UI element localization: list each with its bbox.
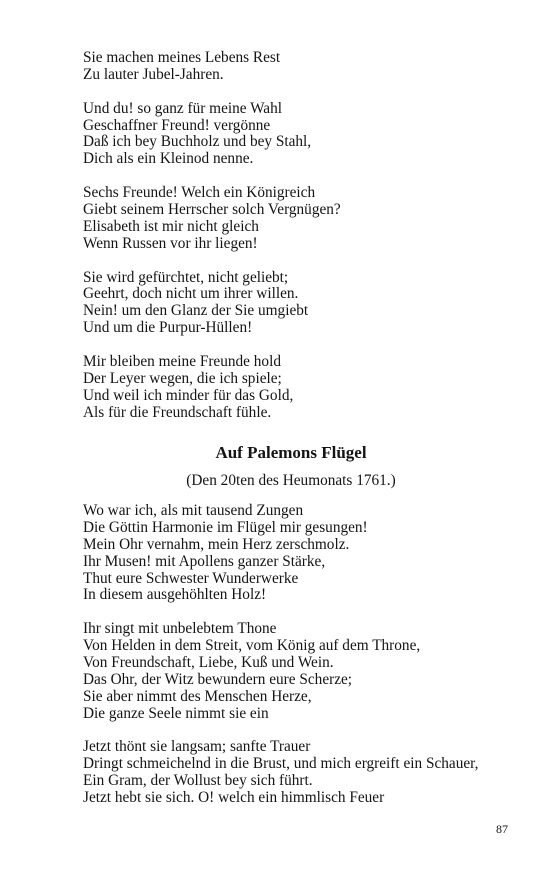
verse-line: Und du! so ganz für meine Wahl (83, 99, 282, 117)
stanza (83, 270, 499, 338)
stanza (83, 621, 499, 722)
verse-line: Von Freundschaft, Liebe, Kuß und Wein. (83, 654, 334, 672)
verse-line: Ihr singt mit unbelebtem Thone (83, 620, 277, 638)
stanza (83, 50, 499, 84)
verse-line: In diesem ausgehöhlten Holz! (83, 586, 267, 604)
verse-line: Als für die Freundschaft fühle. (83, 403, 272, 421)
verse-line: Mir bleiben meine Freunde hold (83, 353, 281, 371)
verse-line: Von Helden in dem Streit, vom König auf dem Throne, (83, 637, 421, 655)
verse-line: Wenn Russen vor ihr liegen! (83, 234, 258, 252)
stanza (83, 354, 499, 422)
verse-line: Und weil ich minder für das Gold, (83, 386, 294, 404)
verse-line: Und um die Purpur-Hüllen! (83, 319, 253, 337)
verse-line: Dich als ein Kleinod nenne. (83, 150, 254, 168)
verse-line: Die ganze Seele nimmt sie ein (83, 704, 269, 722)
verse-line: Jetzt hebt sie sich. O! welch ein himmlisch Feuer (83, 789, 385, 807)
poem-continuation (83, 50, 499, 422)
stanza (83, 739, 499, 807)
verse-line: Daß ich bey Buchholz und bey Stahl, (83, 133, 312, 151)
verse-line: Geschaffner Freund! vergönne (83, 116, 271, 134)
verse-line: Sie aber nimmt des Menschen Herze, (83, 687, 312, 705)
verse-line: Sechs Freunde! Welch ein Königreich (83, 184, 316, 202)
verse-line: Ihr Musen! mit Apollens ganzer Stärke, (83, 552, 326, 570)
verse-line: Ein Gram, der Wollust bey sich führt. (83, 772, 313, 790)
verse-line: Nein! um den Glanz der Sie umgiebt (83, 302, 309, 320)
verse-line: Giebt seinem Herrscher solch Vergnügen? (83, 201, 341, 219)
verse-line: Sie machen meines Lebens Rest (83, 49, 281, 66)
verse-line: Jetzt thönt sie langsam; sanfte Trauer (83, 738, 311, 756)
verse-line: Zu lauter Jubel-Jahren. (83, 65, 224, 83)
poem-title: Auf Palemons Flügel (215, 443, 367, 462)
verse-line: Sie wird gefürchtet, nicht geliebt; (83, 268, 289, 286)
verse-line: Mein Ohr vernahm, mein Herz zerschmolz. (83, 535, 350, 553)
poem-body (83, 503, 499, 807)
verse-line: Wo war ich, als mit tausend Zungen (83, 502, 304, 519)
stanza (83, 101, 499, 169)
verse-line: Thut eure Schwester Wunderwerke (83, 569, 299, 587)
verse-line: Die Göttin Harmonie im Flügel mir gesungen! (83, 518, 368, 536)
page-number: 87 (496, 822, 508, 836)
poem-date-subtitle: (Den 20ten des Heumonats 1761.) (186, 472, 396, 489)
verse-line: Elisabeth ist mir nicht gleich (83, 217, 259, 235)
verse-line: Der Leyer wegen, die ich spiele; (83, 369, 282, 387)
stanza (83, 503, 499, 604)
stanza (83, 185, 499, 253)
verse-line: Das Ohr, der Witz bewundern eure Scherze; (83, 670, 353, 688)
verse-line: Geehrt, doch nicht um ihrer willen. (83, 285, 299, 303)
verse-line: Dringt schmeichelnd in die Brust, und mich ergreift ein Schauer, (83, 755, 479, 773)
